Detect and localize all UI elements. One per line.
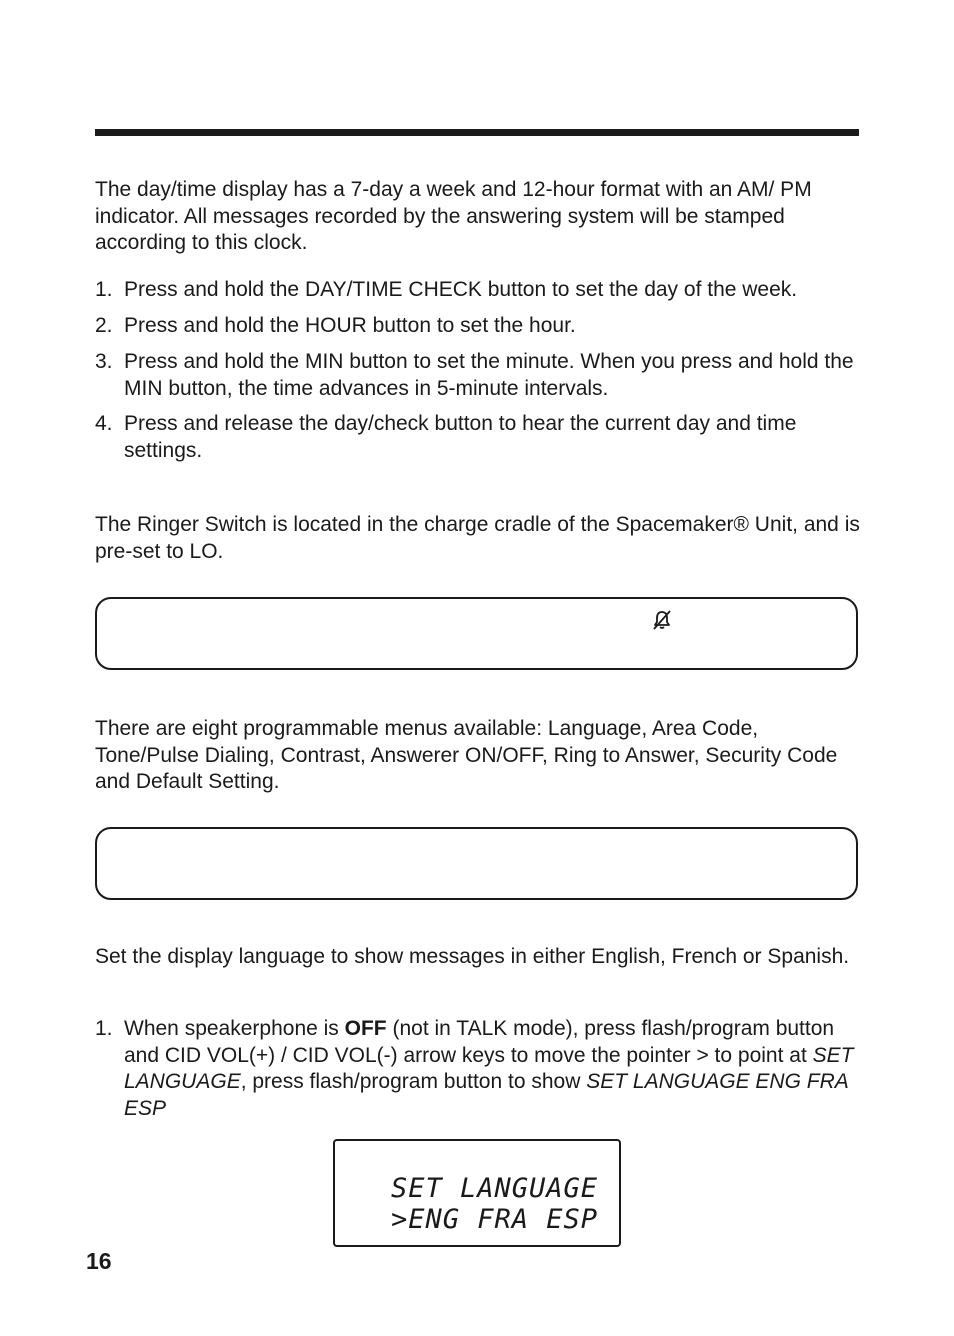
set-language-term: SET LANGUAGE <box>124 1043 854 1093</box>
page-number: 16 <box>86 1248 112 1274</box>
step-number: 4. <box>95 412 113 435</box>
step-text: Press and hold the DAY/TIME CHECK button to set the day of the week. <box>124 278 798 301</box>
lcd-display <box>333 1139 621 1247</box>
clock-step-3 <box>95 349 860 402</box>
header-rule <box>95 129 859 136</box>
menus-note-box <box>95 827 858 900</box>
clock-step-2 <box>95 313 860 340</box>
clock-step-4 <box>95 411 860 464</box>
step-number: 3. <box>95 350 113 373</box>
ringer-intro: The Ringer Switch is located in the charge cradle of the Spacemaker® Unit, and is pre-set to LO. <box>95 513 860 563</box>
lcd-line-2: >ENG FRA ESP <box>391 1204 599 1235</box>
clock-intro: The day/time display has a 7-day a week and 12-hour format with an AM/ PM indicator. All messages recorded by the answering system will be stamped according to this clock. <box>95 178 812 254</box>
menus-intro: There are eight programmable menus available: Language, Area Code, Tone/Pulse Dialing, Contrast, Answerer ON/OFF, Ring to Answer, Security Code and Default Setting. <box>95 717 838 793</box>
step-text: Press and release the day/check button to hear the current day and time settings. <box>124 412 797 462</box>
language-intro: Set the display language to show messages in either English, French or Spanish. <box>95 945 850 968</box>
step-text: Press and hold the HOUR button to set the hour. <box>124 314 576 337</box>
off-emphasis: OFF <box>344 1017 387 1040</box>
clock-step-1 <box>95 277 860 304</box>
step-number: 1. <box>95 1017 113 1040</box>
step-number: 1. <box>95 278 113 301</box>
set-language-options-term: SET LANGUAGE ENG FRA ESP <box>124 1070 848 1120</box>
ringer-note-box <box>95 597 858 670</box>
language-step-1 <box>95 1016 860 1122</box>
lcd-line-1: SET LANGUAGE <box>391 1173 599 1204</box>
step-text: Press and hold the MIN button to set the minute. When you press and hold the MIN button, the time advances in 5-minute intervals. <box>124 350 854 400</box>
bell-off-icon <box>651 609 673 631</box>
step-text: When speakerphone is OFF (not in TALK mode), press flash/program button and CID VOL(+) / CID VOL(-) arrow keys to move the pointer > to point at SET LANGUAGE, press flash/program button to show SET LANGUAGE ENG FRA ESP <box>124 1017 854 1120</box>
step-number: 2. <box>95 314 113 337</box>
